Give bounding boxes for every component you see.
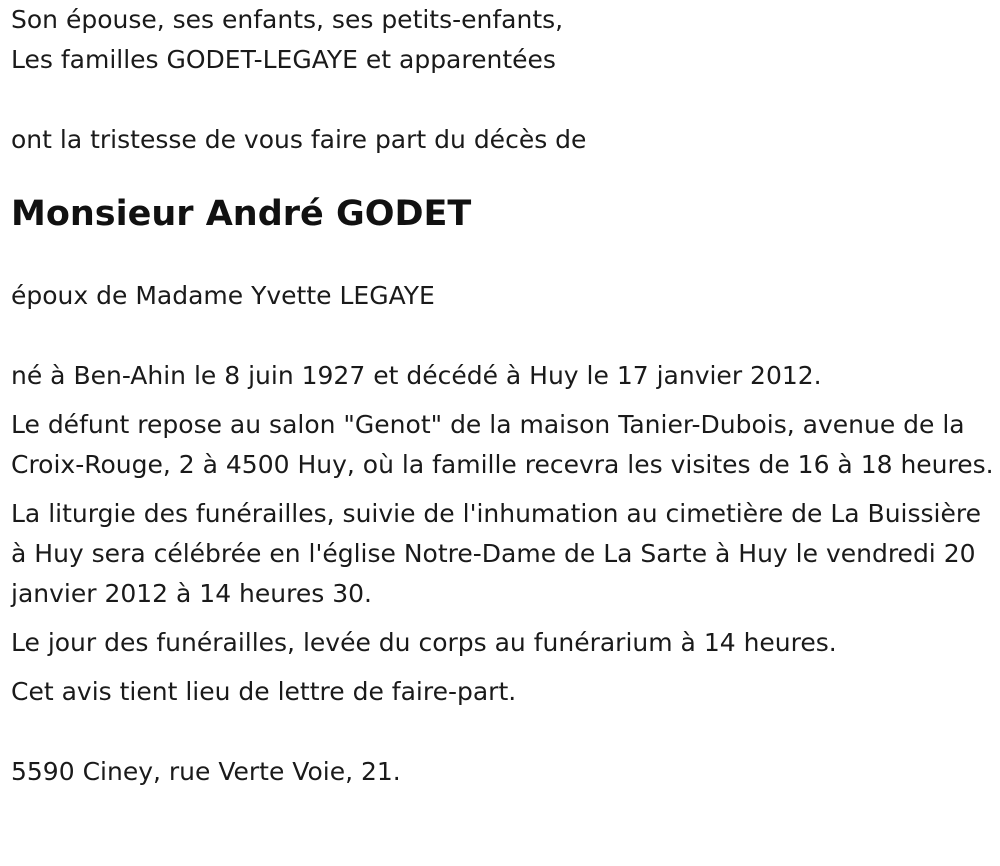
intro-line-1: Son épouse, ses enfants, ses petits-enfants, xyxy=(11,5,564,34)
spacer xyxy=(11,396,995,405)
liturgy-paragraph: La liturgie des funérailles, suivie de l'inhumation au cimetière de La Buissière à Huy sera célébrée en l'église Notre-Dame de La Sarte à Huy le vendredi 20 janvier 2012 à 14 heures 30. xyxy=(11,499,981,608)
spacer xyxy=(11,316,995,356)
spacer xyxy=(11,663,995,672)
intro-line-2: Les familles GODET-LEGAYE et apparentées xyxy=(11,45,556,74)
repose-paragraph: Le défunt repose au salon "Genot" de la maison Tanier-Dubois, avenue de la Croix-Rouge, 2 à 4500 Huy, où la famille recevra les visites de 16 à 18 heures. xyxy=(11,410,994,479)
death-notice xyxy=(11,0,995,792)
announce-line: ont la tristesse de vous faire part du décès de xyxy=(11,125,587,154)
birth-death-line: né à Ben-Ahin le 8 juin 1927 et décédé à Huy le 17 janvier 2012. xyxy=(11,361,822,390)
faire-part-line: Cet avis tient lieu de lettre de faire-part. xyxy=(11,677,517,706)
spacer xyxy=(11,614,995,623)
spacer xyxy=(11,80,995,120)
address-line: 5590 Ciney, rue Verte Voie, 21. xyxy=(11,757,401,786)
levee-line: Le jour des funérailles, levée du corps au funérarium à 14 heures. xyxy=(11,628,837,657)
spacer xyxy=(11,485,995,494)
spacer xyxy=(11,712,995,752)
deceased-name: Monsieur André GODET xyxy=(11,194,472,234)
spouse-line: époux de Madame Yvette LEGAYE xyxy=(11,281,435,310)
